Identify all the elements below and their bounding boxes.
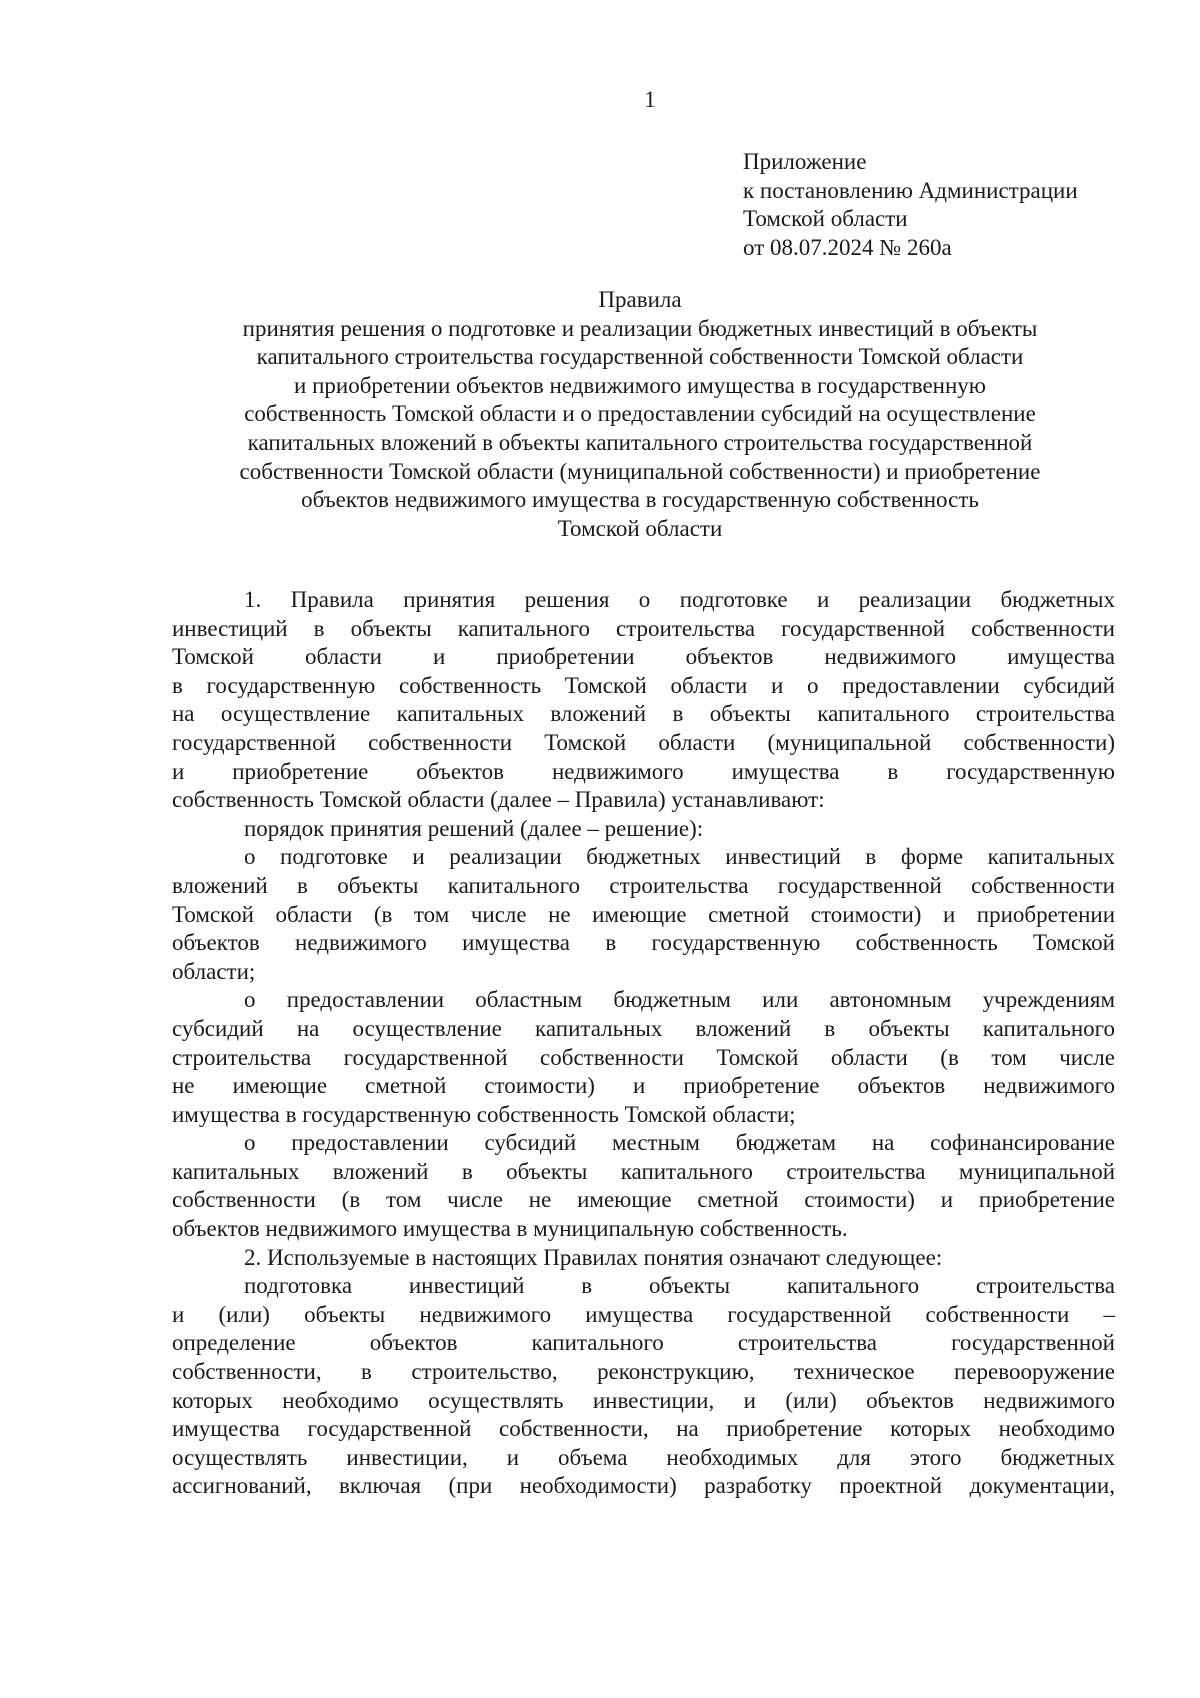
body-line: капитальных вложений в объекты капитального строительства муниципальной bbox=[172, 1158, 1115, 1184]
page-number: 1 bbox=[644, 87, 656, 112]
document-title bbox=[170, 286, 1110, 543]
body-line: имущества государственной собственности, на приобретение которых необходимо bbox=[172, 1416, 1115, 1442]
title-line: Правила bbox=[598, 287, 682, 312]
title-line: объектов недвижимого имущества в государственную собственность bbox=[301, 487, 979, 513]
body-line: на осуществление капитальных вложений в объекты капитального строительства bbox=[172, 701, 1115, 727]
body-line: порядок принятия решений (далее – решение): bbox=[244, 815, 704, 841]
body-line: Томской области и приобретении объектов недвижимого имущества bbox=[172, 644, 1115, 670]
body-line: собственности (в том числе не имеющие сметной стоимости) и приобретение bbox=[172, 1187, 1115, 1213]
document-body bbox=[172, 586, 1115, 1501]
body-line: субсидий на осуществление капитальных вложений в объекты капитального bbox=[172, 1015, 1115, 1041]
body-line: о предоставлении областным бюджетным или автономным учреждениям bbox=[244, 987, 1115, 1013]
body-line: области; bbox=[172, 958, 256, 984]
appendix-block bbox=[743, 148, 1183, 262]
body-line: не имеющие сметной стоимости) и приобретение объектов недвижимого bbox=[172, 1073, 1115, 1099]
body-line: объектов недвижимого имущества в государственную собственность Томской bbox=[172, 930, 1115, 956]
body-line: о подготовке и реализации бюджетных инвестиций в форме капитальных bbox=[244, 844, 1115, 870]
body-line: которых необходимо осуществлять инвестиции, и (или) объектов недвижимого bbox=[172, 1387, 1115, 1413]
body-line: вложений в объекты капитального строительства государственной собственности bbox=[172, 872, 1115, 898]
appendix-line: к постановлению Администрации bbox=[743, 177, 1078, 203]
body-line: 1. Правила принятия решения о подготовке и реализации бюджетных bbox=[244, 587, 1115, 612]
body-line: в государственную собственность Томской области и о предоставлении субсидий bbox=[172, 672, 1115, 698]
title-line: собственности Томской области (муниципальной собственности) и приобретение bbox=[239, 458, 1041, 484]
body-line: подготовка инвестиций в объекты капитального строительства bbox=[244, 1273, 1115, 1299]
title-line: капитальных вложений в объекты капитального строительства государственной bbox=[247, 429, 1033, 455]
body-line: объектов недвижимого имущества в муниципальную собственность. bbox=[172, 1216, 848, 1242]
body-line: и (или) объекты недвижимого имущества государственной собственности – bbox=[172, 1301, 1115, 1327]
body-line: осуществлять инвестиции, и объема необходимых для этого бюджетных bbox=[172, 1444, 1115, 1470]
body-line: собственность Томской области (далее – Правила) устанавливают: bbox=[172, 787, 825, 813]
body-line: инвестиций в объекты капитального строительства государственной собственности bbox=[172, 615, 1115, 641]
appendix-line: от 08.07.2024 № 260а bbox=[743, 234, 952, 260]
body-line: государственной собственности Томской области (муниципальной собственности) bbox=[172, 729, 1115, 755]
title-line: Томской области bbox=[557, 515, 723, 541]
body-line: о предоставлении субсидий местным бюджетам на софинансирование bbox=[244, 1130, 1115, 1156]
appendix-line: Приложение bbox=[743, 149, 867, 174]
body-line: определение объектов капитального строительства государственной bbox=[172, 1330, 1115, 1356]
body-line: 2. Используемые в настоящих Правилах понятия означают следующее: bbox=[244, 1244, 943, 1270]
body-line: Томской области (в том числе не имеющие сметной стоимости) и приобретении bbox=[172, 901, 1115, 927]
body-line: строительства государственной собственности Томской области (в том числе bbox=[172, 1044, 1115, 1070]
title-line: капитального строительства государственной собственности Томской области bbox=[256, 344, 1024, 370]
title-line: и приобретении объектов недвижимого имущества в государственную bbox=[294, 372, 986, 398]
body-line: и приобретение объектов недвижимого имущества в государственную bbox=[172, 758, 1115, 784]
title-line: принятия решения о подготовке и реализации бюджетных инвестиций в объекты bbox=[242, 315, 1038, 341]
body-line: имущества в государственную собственность Томской области; bbox=[172, 1101, 796, 1127]
body-line: собственности, в строительство, реконструкцию, техническое перевооружение bbox=[172, 1359, 1115, 1385]
body-line: ассигнований, включая (при необходимости) разработку проектной документации, bbox=[172, 1473, 1115, 1499]
appendix-line: Томской области bbox=[743, 206, 908, 231]
title-line: собственность Томской области и о предоставлении субсидий на осуществление bbox=[244, 401, 1036, 427]
